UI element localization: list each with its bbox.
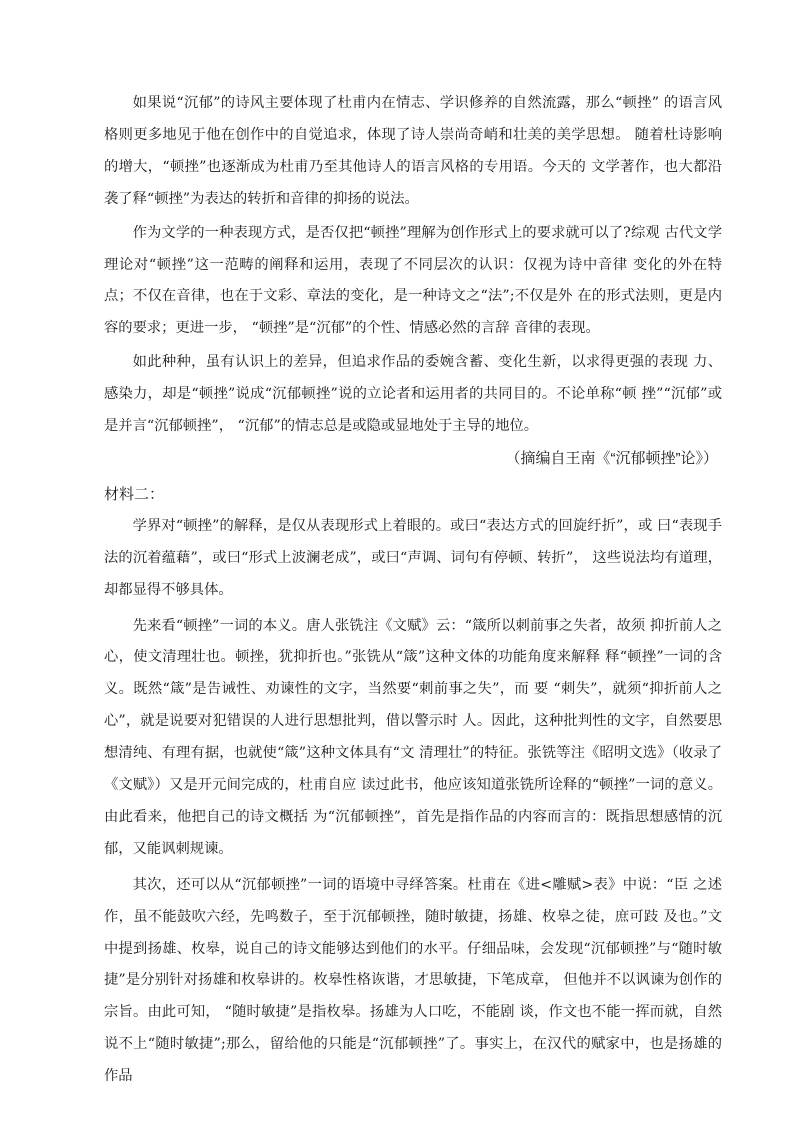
document-body: [104, 88, 722, 1093]
material-two-paragraph-2: 先来看“顿挫”一词的本义。唐人张铣注《文赋》云：“箴所以刺前事之失者，故须 抑折前人之心，使文清理壮也。顿挫，犹抑折也。”张铣从“箴”这种文体的功能角度来解释 释“顿挫”一词的含义。既然“箴”是告诫性、劝谏性的文字，当然要“刺前事之失”，而 要 “刺失”，就须“抑折前人之心”，就是说要对犯错误的人进行思想批判，借以警示时 人。因此，这种批判性的文字，自然要思想清纯、有理有据，也就使“箴”这种文体具有“文 清理壮”的特征。张铣等注《昭明文选》（收录了《文赋》）又是开元间完成的，杜甫自应 读过此书，他应该知道张铣所诠释的“顿挫”一词的意义。由此看来，他把自己的诗文概括 为“沉郁顿挫”，首先是指作品的内容而言的：既指思想感情的沉郁，又能讽刺规谏。: [104, 617, 722, 857]
material-one-paragraph-3: 如此种种，虽有认识上的差异，但追求作品的委婉含蓄、变化生新，以求得更强的表现 力、感染力，却是“顿挫”说成“沉郁顿挫”说的立论者和运用者的共同目的。不论单称“顿 挫”“沉郁”或是并言“沉郁顿挫”， “沉郁”的情志总是或隐或显地处于主导的地位。: [104, 354, 722, 435]
material-one-paragraph-1: 如果说“沉郁”的诗风主要体现了杜甫内在情志、学识修养的自然流露，那么“顿挫” 的语言风格则更多地见于他在创作中的自觉追求，体现了诗人崇尚奇峭和壮美的美学思想。 随着杜诗影响的增大，“顿挫”也逐渐成为杜甫乃至其他诗人的语言风格的专用语。今天的 文学著作，也大都沿袭了释“顿挫”为表达的转折和音律的抑扬的说法。: [104, 95, 722, 207]
material-one-citation: （摘编自王南《“沉郁顿挫”论》）: [505, 449, 718, 467]
material-two-paragraph-1: 学界对“顿挫”的解释，是仅从表现形式上着眼的。或曰“表达方式的回旋纡折”，或 曰“表现手法的沉着蕴藉”，或曰“形式上波澜老成”，或曰“声调、词句有停顿、转折”， 这些说法均有道理，却都显得不够具体。: [104, 517, 722, 598]
material-two-label: 材料二：: [104, 485, 165, 503]
material-two-paragraph-3: 其次，还可以从“沉郁顿挫”一词的语境中寻绎答案。杜甫在《进<雕赋>表》中说：“臣 之述作，虽不能鼓吹六经，先鸣数子，至于沉郁顿挫，随时敏捷，扬雄、枚皋之徒，庶可跂 及也。”文中提到扬雄、枚皋，说自己的诗文能够达到他们的水平。仔细品味，会发现“沉郁顿挫”与“随时敏捷”是分别针对扬雄和枚皋讲的。枚皋性格诙谐，才思敏捷，下笔成章， 但他并不以讽谏为创作的宗旨。由此可知， “随时敏捷”是指枚皋。扬雄为人口吃，不能剧 谈，作文也不能一挥而就，自然说不上“随时敏捷”;那么，留给他的只能是“沉郁顿挫”了。事实上，在汉代的赋家中，也是扬雄的作品: [104, 876, 722, 1085]
material-one-paragraph-2: 作为文学的一种表现方式，是否仅把“顿挫”理解为创作形式上的要求就可以了?综观 古代文学理论对“顿挫”这一范畴的阐释和运用，表现了不同层次的认识：仅视为诗中音律 变化的外在特点；不仅在音律，也在于文彩、章法的变化，是一种诗文之“法”;不仅是外 在的形式法则，更是内容的要求；更进一步， “顿挫”是“沉郁”的个性、情感必然的言辞 音律的表现。: [104, 224, 722, 337]
